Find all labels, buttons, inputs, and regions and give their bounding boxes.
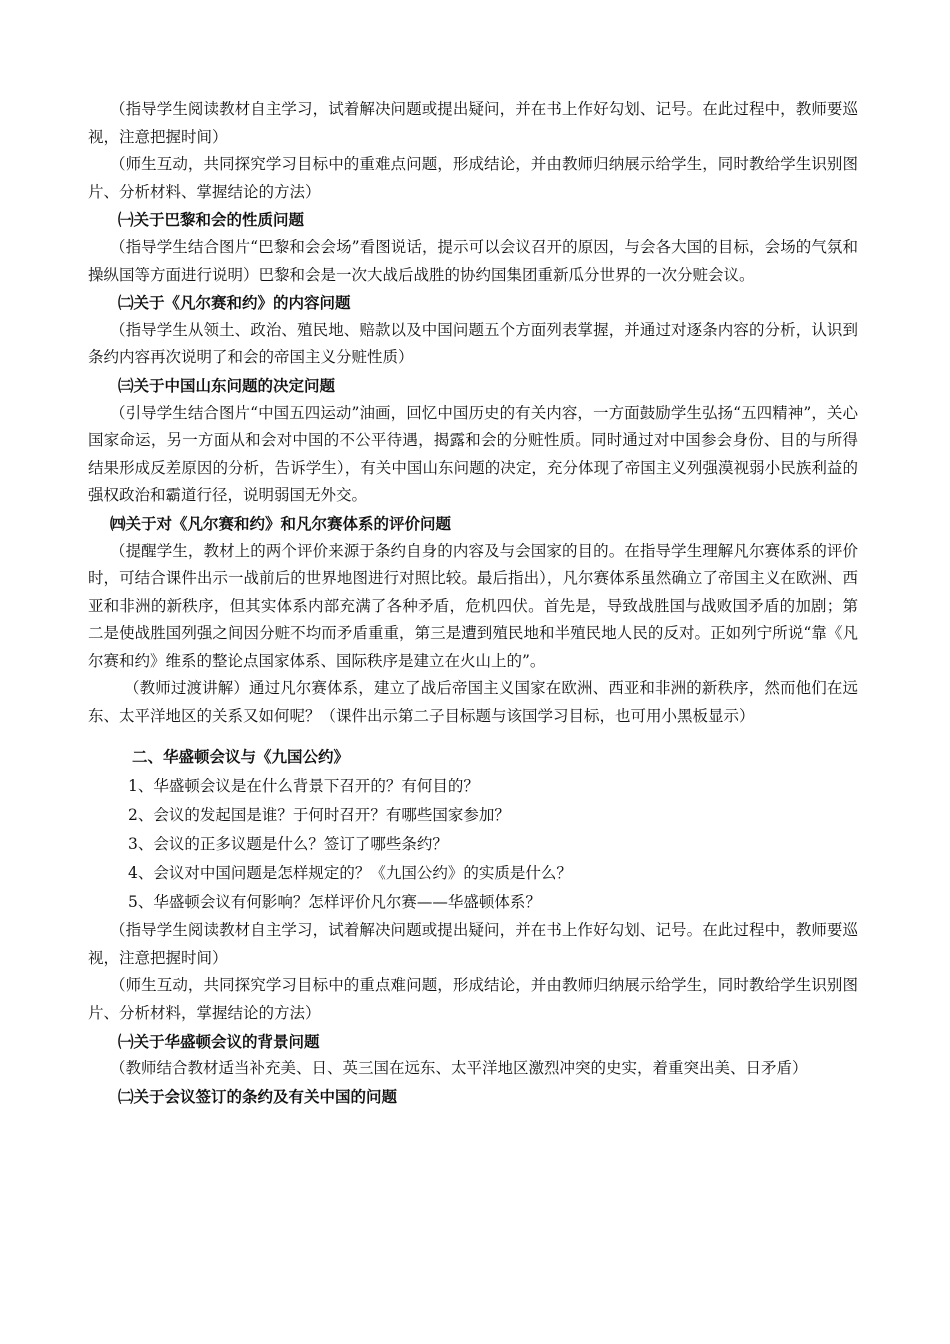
paragraph: （引导学生结合图片“中国五四运动”油画，回忆中国历史的有关内容，一方面鼓励学生弘扬“五四精神”，关心国家命运，另一方面从和会对中国的不公平待遇，揭露和会的分赃性质。同时通过对中国参会身份、目的与所得结果形成反差原因的分析，告诉学生），有关中国山东问题的决定，充分体现了帝国主义列强漠视弱小民族利益的强权政治和霸道行径，说明弱国无外交。 <box>88 403 858 505</box>
subsection-heading: ㈢关于中国山东问题的决定问题 <box>118 375 336 395</box>
paragraph: （师生互动，共同探究学习目标中的重点难问题，形成结论，并由教师归纳展示给学生，同时教给学生识别图片、分析材料，掌握结论的方法） <box>88 976 858 1023</box>
subsection-heading: ㈣关于对《凡尔赛和约》和凡尔赛体系的评价问题 <box>110 513 452 533</box>
paragraph: （师生互动，共同探究学习目标中的重难点问题，形成结论，并由教师归纳展示给学生，同时教给学生识别图片、分析材料、掌握结论的方法） <box>88 155 858 201</box>
question-item: 3、会议的正多议题是什么？签订了哪些条约？ <box>128 835 448 854</box>
paragraph: （指导学生阅读教材自主学习，试着解决问题或提出疑问，并在书上作好勾划、记号。在此过程中，教师要巡视，注意把握时间） <box>88 100 858 146</box>
paragraph: （提醒学生，教材上的两个评价来源于条约自身的内容及与会国家的目的。在指导学生理解凡尔赛体系的评价时，可结合课件出示一战前后的世界地图进行对照比较。最后指出），凡尔赛体系虽然确立了帝国主义在欧洲、西亚和非洲的新秩序，但其实体系内部充满了各种矛盾，危机四伏。首先是，导致战胜国与战败国矛盾的加剧；第二是使战胜国列强之间因分赃不均而矛盾重重，第三是遭到殖民地和半殖民地人民的反对。正如列宁所说“靠《凡尔赛和约》维系的整论点国家体系、国际秩序是建立在火山上的”。 <box>88 541 858 670</box>
question-item: 5、华盛顿会议有何影响？怎样评价凡尔赛——华盛顿体系？ <box>128 893 541 912</box>
subsection-heading: ㈠关于巴黎和会的性质问题 <box>118 210 305 230</box>
paragraph: （教师结合教材适当补充美、日、英三国在远东、太平洋地区激烈冲突的史实，着重突出美、日矛盾） <box>110 1059 808 1078</box>
section-heading: 二、华盛顿会议与《九国公约》 <box>132 746 350 766</box>
question-item: 2、会议的发起国是谁？于何时召开？有哪些国家参加？ <box>128 806 510 825</box>
paragraph: （指导学生阅读教材自主学习，试着解决问题或提出疑问，并在书上作好勾划、记号。在此过程中，教师要巡视，注意把握时间） <box>88 921 858 967</box>
question-item: 1、华盛顿会议是在什么背景下召开的？有何目的？ <box>128 777 479 796</box>
subsection-heading: ㈡关于《凡尔赛和约》的内容问题 <box>118 293 351 313</box>
subsection-heading: ㈠关于华盛顿会议的背景问题 <box>118 1031 320 1051</box>
paragraph: （指导学生结合图片“巴黎和会会场”看图说话，提示可以会议召开的原因，与会各大国的目标，会场的气氛和操纵国等方面进行说明）巴黎和会是一次大战后战胜的协约国集团重新瓜分世界的一次分赃会议。 <box>88 237 858 284</box>
paragraph: （指导学生从领土、政治、殖民地、赔款以及中国问题五个方面列表掌握，并通过对逐条内容的分析，认识到条约内容再次说明了和会的帝国主义分赃性质） <box>88 320 858 367</box>
document-page <box>88 96 858 1110</box>
paragraph: （教师过渡讲解）通过凡尔赛体系，建立了战后帝国主义国家在欧洲、西亚和非洲的新秩序，然而他们在远东、太平洋地区的关系又如何呢？（课件出示第二子目标题与该国学习目标，也可用小黑板显示） <box>88 679 858 726</box>
subsection-heading: ㈡关于会议签订的条约及有关中国的问题 <box>118 1086 398 1106</box>
question-item: 4、会议对中国问题是怎样规定的？《九国公约》的实质是什么？ <box>128 864 572 883</box>
